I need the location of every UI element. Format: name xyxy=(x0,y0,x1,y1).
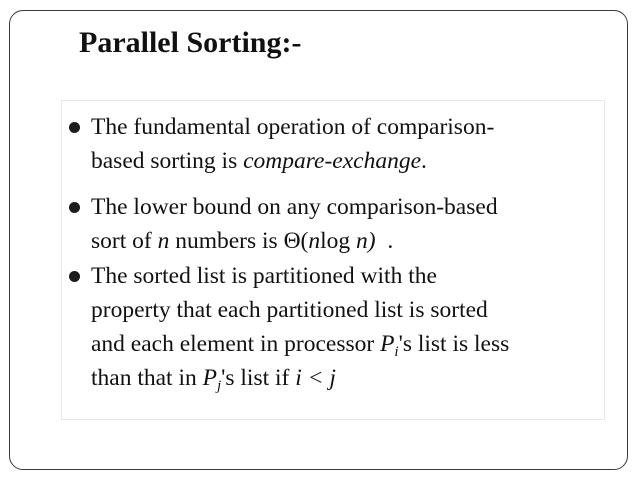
math-log: log xyxy=(320,228,357,254)
text-run: 's list is less xyxy=(398,331,510,357)
emphasis-term: compare-exchange xyxy=(243,148,421,174)
math-subscript: i xyxy=(394,344,399,360)
bullet-line: The lower bound on any comparison-based xyxy=(91,194,498,220)
bullet-dot-icon xyxy=(69,271,80,282)
bullet-line xyxy=(91,363,336,394)
bullet-line: The fundamental operation of comparison- xyxy=(91,114,495,140)
bullet-line: The sorted list is partitioned with the xyxy=(91,263,437,289)
math-var: P xyxy=(380,331,395,357)
math-theta: Θ( xyxy=(283,228,309,254)
math-var: n xyxy=(157,228,170,254)
bullet-line xyxy=(91,329,509,360)
bullet-dot-icon xyxy=(69,202,80,213)
text-run: . xyxy=(375,228,394,254)
text-run: than that in xyxy=(91,365,203,391)
bullet-line: property that each partitioned list is sorted xyxy=(91,297,488,323)
math-var: n) xyxy=(356,228,376,254)
text-run: . xyxy=(421,148,427,174)
math-condition: i < j xyxy=(295,365,336,391)
text-run: based sorting is xyxy=(91,148,244,174)
text-run: 's list if xyxy=(221,365,296,391)
bullet-line xyxy=(91,146,427,177)
text-run: sort of xyxy=(91,228,158,254)
content-box xyxy=(61,100,605,420)
bullet-line xyxy=(91,226,393,257)
text-run: numbers is xyxy=(169,228,284,254)
math-var: P xyxy=(202,365,217,391)
math-subscript: j xyxy=(216,378,222,394)
bullet-dot-icon xyxy=(69,122,80,133)
math-var: n xyxy=(308,228,321,254)
slide-title: Parallel Sorting:- xyxy=(79,26,302,59)
text-run: and each element in processor xyxy=(91,331,381,357)
